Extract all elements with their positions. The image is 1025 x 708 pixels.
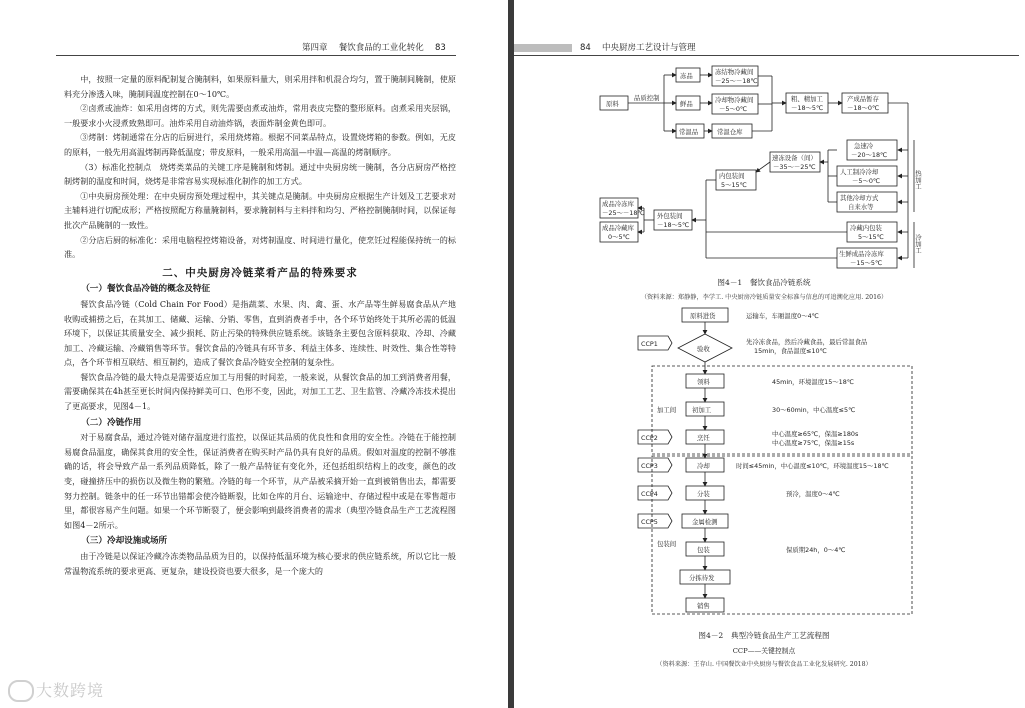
cold-pack-temp: 5～15℃	[858, 233, 884, 241]
quick-freeze-temp: －35～－25℃	[773, 163, 816, 171]
ccp2-label: CCP2	[641, 434, 658, 442]
ccp4-label: CCP4	[641, 490, 658, 498]
paragraph: 餐饮食品冷链（Cold Chain For Food）是指蔬菜、水果、肉、禽、蛋、水产品等生鲜易腐食品从产地收购或捕捞之后，在其加工、储藏、运输、分销、零售，直到消费者手中，各个环节始终处于其所必需的低温环境下，以保证其质量安全、减少损耗、防止污染的特殊供应链系统。该链条主要包含原料获取、冷却、冷藏加工、冷藏运输、冷藏销售等环节。餐饮食品的冷链具有环节多、利益主体多、连续性、时效性、集合性等特点，各个环节相互联结、相互制约，造成了餐饮食品冷链安全控制的复杂性。	[64, 298, 456, 368]
note-pack: 保质期24h，0～4℃	[786, 546, 846, 554]
zone-processing-label: 加工间	[657, 406, 677, 414]
frozen-store-temp: －25～－18℃	[715, 77, 758, 85]
watermark-text: 大数跨境	[36, 681, 105, 700]
cold-prod-label: 成品冷冻库	[602, 200, 634, 208]
node-frozen-label: 冻品	[680, 72, 693, 80]
cold-prod-temp: －25～－18℃	[602, 209, 645, 217]
zone-packing	[652, 456, 912, 614]
note-cook-1: 中心温度≥65℃，保温≥180s	[772, 430, 859, 438]
ccp5-label: CCP5	[641, 518, 658, 526]
subsection-title: （二）冷链作用	[81, 417, 142, 428]
watermark-logo-icon	[8, 680, 34, 702]
paragraph: ①中央厨房预处理：在中央厨房预处理过程中，其关键点是腌制。中央厨房应根据生产计划及工艺要求对主辅料进行切配成形；严格按照配方称量腌制料，要求腌制料与主料拌和均匀、严格控制腌制时间，以保证每批次产品腌制的一致性。	[64, 190, 456, 230]
note-receive: 运输车，车厢温度0～4℃	[746, 312, 819, 320]
right-page	[514, 0, 1025, 708]
paragraph: （3）标准化控制点 烧烤类菜品的关键工序是腌制和烤制。通过中央厨房统一腌制，各分店厨房严格控制烤制的温度和时间，烧烤是非常容易实现标准化制作的加工方式。	[64, 161, 456, 187]
other-cool-label-2: 自来水等	[848, 203, 874, 211]
note-inspect-1: 先冷冻食品，然后冷藏食品，最后常温食品	[746, 338, 868, 346]
right-page-number: 84	[580, 43, 591, 53]
left-page	[0, 0, 508, 708]
inner-pack-temp: 5～15℃	[721, 181, 747, 189]
chill-prod-label: 成品冷藏库	[602, 224, 634, 232]
left-header-title: 餐饮食品的工业化转化	[338, 43, 424, 53]
manual-cool-temp: －5～0℃	[852, 177, 881, 185]
step-inspect-label: 验收	[697, 345, 710, 353]
paragraph: ③烤制：烤制通常在分店的后厨进行，采用烧烤箱。根据不同菜品特点，设置烧烤箱的参数。例如，无皮的原料，一般先用高温烤制再降低温度；带皮原料，一般采用高温—中温—高温的烤制顺序。	[64, 132, 456, 157]
side-cold-label: 冷加工	[914, 234, 922, 254]
step-pack-label: 包装	[697, 546, 710, 554]
node-raw-label: 原料	[606, 100, 619, 108]
outer-pack-temp: －18～5℃	[657, 221, 690, 229]
chill-store-temp: －5～0℃	[719, 105, 748, 113]
paragraph: ②分店后厨的标准化：采用电脑程控烤箱设备，对烤制温度、时间进行量化，使烹饪过程能保持统一的标准。	[64, 234, 456, 260]
left-header-chapter: 第四章	[302, 43, 328, 53]
zone-packing-label: 包装间	[657, 540, 677, 548]
rapid-cool-label: 急速冷	[854, 142, 874, 150]
quick-freeze-label: 速冻设备（间）	[772, 154, 817, 162]
node-qc-label: 品质控制	[634, 94, 660, 102]
paragraph: 对于易腐食品，通过冷链对储存温度进行监控，以保证其品质的优良性和食用的安全性。冷链在于能控制易腐食品温度，确保其食用的安全性，保证消费者在购买时产品仍具有良好的品质。假如对温度的控制不够准确的话，将会导致产品一系列品质降低，除了一般产品特征有变化外，还包括组织结构上的改变，颜色的改变，碰撞挤压中的损伤以及微生物的繁殖。冷链的每一个环节，从产品被采摘开始一直到被销售出去，都需要努力控制。链条中的任一环节出错都会使冷链断裂，比如仓库的月台、运输途中、存储过程中或是在零售超市里，都很容易产生问题。如果一个环节断裂了，便会影响到最终消费者的需求（典型冷链食品生产工艺流程图如图4－2所示。	[64, 432, 456, 530]
product-store-label: 产成品暂存	[847, 95, 879, 103]
fresh-prod-label: 生鲜成品冷冻库	[839, 250, 884, 258]
ccp1-label: CCP1	[641, 340, 658, 348]
note-pick: 45min，环境温度15～18℃	[772, 378, 854, 386]
figure-process-flow	[514, 304, 1025, 624]
step-prep-label: 初加工	[692, 406, 712, 414]
cold-pack-label: 冷藏内包装	[850, 224, 882, 232]
step-cool-label: 冷却	[697, 462, 710, 470]
right-header-bar	[514, 44, 572, 52]
product-store-temp: －18～0℃	[847, 104, 880, 112]
left-page-number: 83	[434, 43, 446, 53]
ambient-store-label: 常温仓库	[717, 128, 743, 136]
frozen-store-label: 冻结物冷藏间	[715, 68, 754, 76]
step-receive-label: 原料进货	[690, 312, 716, 320]
node-fresh-label: 鲜品	[680, 100, 693, 108]
fig1-source: （资料来源：郑静静，李学工. 中央厨房冷链质量安全标准与信息的可追溯化应用. 2016）	[640, 294, 888, 301]
paragraph: ②卤煮或油炸：如采用卤烤的方式，则先需要卤煮或油炸，常用表皮完整的整形原料。卤煮采用夹层锅，一般要求小火浸煮致熟即可。油炸采用自动油炸锅，表面炸制金黄色即可。	[64, 103, 456, 128]
note-cool: 时间≤45min，中心温度≤10℃，环境温度15～18℃	[736, 462, 889, 470]
step-pick-label: 领料	[697, 378, 710, 386]
paragraph: 由于冷链是以保证冷藏冷冻类物品品质为目的，以保持低温环境为核心要求的供应链系统，所以它比一般常温物流系统的要求更高、更复杂，建设投资也要大很多，是一个庞大的	[64, 551, 456, 576]
node-ambient-label: 常温品	[679, 128, 699, 136]
right-header-title: 中央厨房工艺设计与管理	[602, 43, 696, 53]
subsection-title: （三）冷却设施或场所	[81, 536, 168, 547]
step-sale-label: 销售	[697, 602, 710, 610]
step-metal-label: 金属检测	[692, 518, 718, 526]
step-portion-label: 分装	[697, 490, 710, 498]
left-body	[64, 72, 456, 578]
fresh-prod-temp: －15～5℃	[850, 259, 883, 267]
left-header	[302, 42, 446, 54]
fig2-source: （资料来源：王存山. 中国餐饮业中央厨房与餐饮食品工业化发展研究. 2018）	[656, 661, 872, 668]
rapid-cool-temp: －20～18℃	[851, 151, 888, 159]
note-prep: 30～60min，中心温度≤5℃	[772, 406, 856, 414]
note-cook-2: 中心温度≥75℃，保温≥15s	[772, 439, 855, 447]
step-cook-label: 烹饪	[697, 434, 710, 442]
rough-label: 粗、精加工	[791, 95, 823, 103]
fig2-ccp-note: CCP——关键控制点	[732, 647, 796, 655]
rough-temp: －18～5℃	[791, 104, 824, 112]
left-header-rule	[56, 55, 456, 56]
chill-store-label: 冷却物冷藏间	[715, 96, 754, 104]
paragraph: 餐饮食品冷链的最大特点是需要适应加工与用餐的时间差，一般来说，从餐饮食品的加工到消费者用餐，需要确保其在4h甚至更长时间内保持鲜美可口、色形不变，因此，对加工工艺、卫生监管、冷藏冷冻技术提出了更高要求，见图4－1。	[64, 371, 456, 412]
paragraph: 中，按照一定量的原料配制复合腌制料，如果原料量大，则采用拌和机混合均匀，置于腌制间腌制，使原料充分渗透入味，腌制间温度控制在0～10℃。	[64, 74, 456, 99]
inner-pack-label: 内包装间	[719, 172, 745, 180]
chill-prod-temp: 0～5℃	[608, 233, 630, 241]
subsection-title: （一）餐饮食品冷链的概念及特征	[81, 284, 211, 295]
note-inspect-2: 15min，食品温度≤10℃	[754, 347, 827, 355]
step-sort-label: 分拣待发	[689, 574, 715, 582]
right-header-rule	[514, 55, 1019, 56]
side-hot-label: 热加工	[914, 170, 922, 190]
manual-cool-label: 人工制冷冷却	[840, 168, 879, 176]
right-header	[580, 42, 696, 54]
fig2-caption: 图4－2 典型冷链食品生产工艺流程图	[698, 631, 830, 640]
section-title: 二、中央厨房冷链菜肴产品的特殊要求	[162, 266, 358, 279]
fig1-caption: 图4－1 餐饮食品冷链系统	[717, 278, 811, 287]
ccp3-label: CCP3	[641, 462, 658, 470]
other-cool-label: 其他冷却方式	[840, 194, 879, 202]
outer-pack-label: 外包装间	[657, 212, 683, 220]
note-portion: 预冷，温度0～4℃	[786, 490, 840, 498]
